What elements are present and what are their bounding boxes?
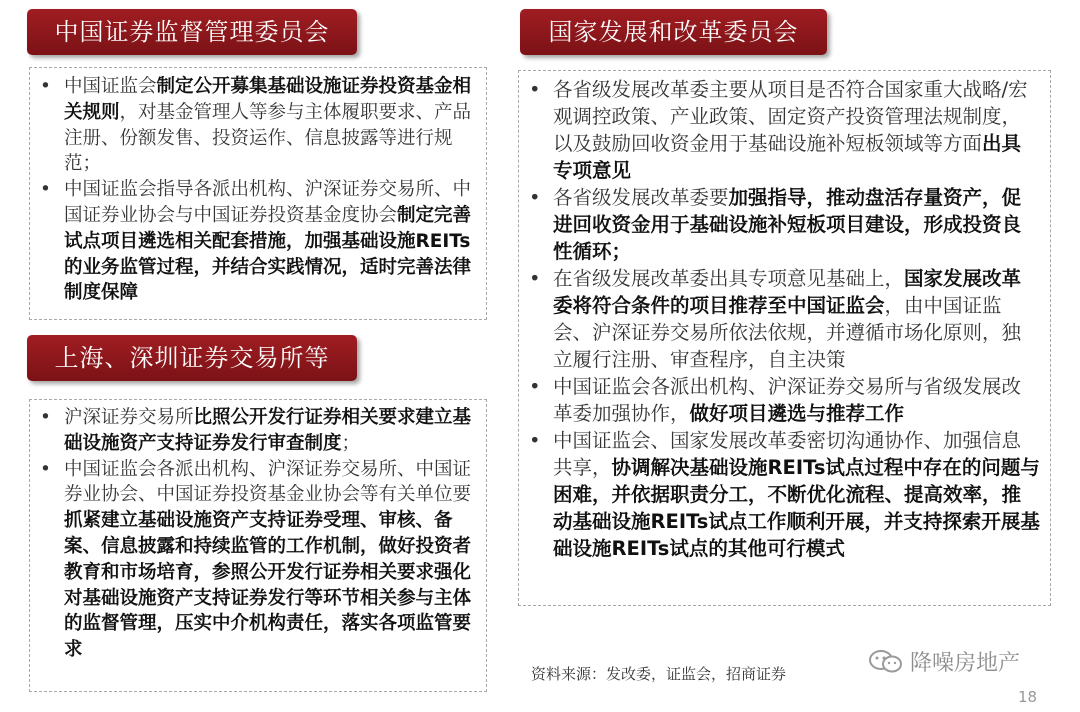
exchanges-box [29, 399, 487, 692]
csrc-item-1: • 中国证监会制定公开募集基础设施证券投资基金相关规则，对基金管理人等参与主体履职要求、产品注册、份额发售、投资运作、信息披露等进行规范； [34, 74, 478, 177]
csrc-box [29, 67, 487, 320]
exchanges-item-2: • 中国证监会各派出机构、沪深证券交易所、中国证券业协会、中国证券投资基金业协会等有关单位要抓紧建立基础设施资产支持证券受理、审核、备案、信息披露和持续监管的工作机制，做好投资者教育和市场培育，参照公开发行证券相关要求强化对基础设施资产支持证券发行等环节相关参与主体的监督管理，压实中介机构责任，落实各项监管要求 [34, 457, 478, 663]
ndrc-item-4: • 中国证监会各派出机构、沪深证券交易所与省级发展改革委加强协作，做好项目遴选与推荐工作 [523, 373, 1040, 427]
ndrc-item-5: • 中国证监会、国家发展改革委密切沟通协作、加强信息共享，协调解决基础设施REITs试点过程中存在的问题与困难，并依据职责分工，不断优化流程、提高效率，推动基础设施REITs试点工作顺利开展，并支持探索开展基础设施REITs试点的其他可行模式 [523, 427, 1040, 562]
ndrc-item-2: • 各省级发展改革委要加强指导，推动盘活存量资产，促进回收资金用于基础设施补短板项目建设，形成投资良性循环； [523, 184, 1040, 265]
exchanges-item-1: • 沪深证券交易所比照公开发行证券相关要求建立基础设施资产支持证券发行审查制度； [34, 405, 478, 457]
csrc-header: 中国证券监督管理委员会 [27, 9, 357, 55]
page-number: 18 [1018, 688, 1038, 706]
ndrc-item-1: • 各省级发展改革委主要从项目是否符合国家重大战略/宏观调控政策、产业政策、固定资产投资管理法规制度，以及鼓励回收资金用于基础设施补短板领域等方面出具专项意见 [523, 76, 1040, 184]
ndrc-box [518, 70, 1051, 606]
source-note: 资料来源：发改委，证监会，招商证券 [531, 665, 787, 683]
ndrc-header: 国家发展和改革委员会 [520, 9, 827, 55]
watermark-text: 降噪房地产 [910, 651, 1021, 676]
watermark [868, 646, 1020, 677]
ndrc-item-3: • 在省级发展改革委出具专项意见基础上，国家发展改革委将符合条件的项目推荐至中国证监会，由中国证监会、沪深证券交易所依法依规，并遵循市场化原则，独立履行注册、审查程序，自主决策 [523, 265, 1040, 373]
exchanges-header: 上海、深圳证券交易所等 [27, 335, 357, 381]
csrc-item-2: • 中国证监会指导各派出机构、沪深证券交易所、中国证券业协会与中国证券投资基金度协会制定完善试点项目遴选相关配套措施，加强基础设施REITs的业务监管过程，并结合实践情况，适时完善法律制度保障 [34, 177, 478, 306]
wechat-icon [868, 649, 904, 675]
